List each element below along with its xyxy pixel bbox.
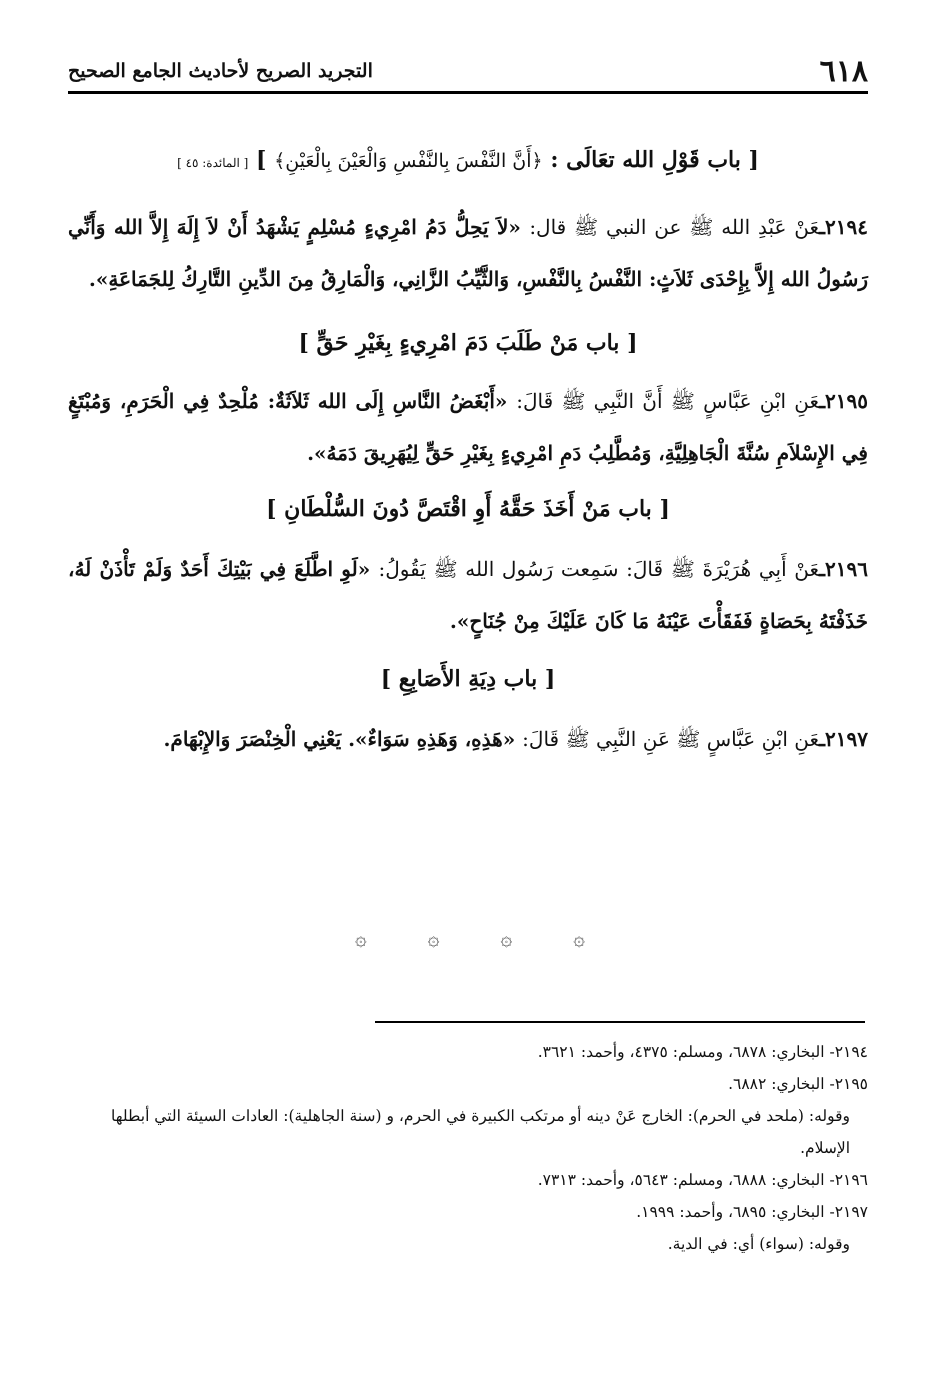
footnote: ٢١٩٤- البخاري: ٦٨٧٨، ومسلم: ٤٣٧٥، وأحمد: ٣٦٢١. xyxy=(537,1043,868,1061)
chapter-heading: [ باب مَنْ طَلَبَ دَمَ امْرِيءٍ بِغَيْرِ حَقٍّ ] xyxy=(298,330,638,356)
hadith-entry xyxy=(68,713,868,765)
main-text xyxy=(68,140,868,765)
footnote: ٢١٩٥- البخاري: ٦٨٨٢. xyxy=(728,1075,868,1093)
ornament-icon: ۞ xyxy=(500,926,513,950)
hadith-number: ٢١٩٤ـ xyxy=(819,215,868,239)
ornament-icon: ۞ xyxy=(355,926,367,950)
footnote-divider xyxy=(375,1021,865,1023)
page-header xyxy=(68,52,868,92)
footnote: ٢١٩٦- البخاري: ٦٨٨٨، ومسلم: ٥٦٤٣، وأحمد: ٧٣١٣. xyxy=(537,1171,868,1189)
footnotes xyxy=(68,1036,868,1260)
running-title: التجريد الصريح لأحاديث الجامع الصحيح xyxy=(68,60,373,82)
footnote: ٢١٩٧- البخاري: ٦٨٩٥، وأحمد: ١٩٩٩. xyxy=(636,1203,868,1221)
hadith-narrator: عَنْ عَبْدِ الله ﷺ عن النبي ﷺ قال: xyxy=(529,215,820,239)
hadith-text: «لَوِ اطَّلَعَ فِي بَيْتِكَ أَحَدٌ وَلَمْ تَأْذَنْ لَهُ، خَذَفْتَهُ بِحَصَاةٍ فَفَقَأْتَ عَيْنَهُ مَا كَانَ عَلَيْكَ مِنْ جُنَاحٍ». xyxy=(68,557,868,633)
hadith-entry xyxy=(68,201,868,305)
chapter-heading: [ باب دِيَةِ الأَصَابِعِ ] xyxy=(380,666,556,692)
chapter-heading-title: [ باب قَوْلِ الله تعَالَى : xyxy=(550,147,759,173)
ornament-icon: ۞ xyxy=(427,926,440,950)
page-number: ٦١٨ xyxy=(819,54,868,89)
hadith-text: «لاَ يَحِلُّ دَمُ امْرِيءٍ مُسْلِمٍ يَشْهَدُ أَنْ لاَ إِلَهَ إِلاَّ الله وَأَنِّي رَسُولُ الله إِلاَّ بِإِحْدَى ثَلاَثٍ: النَّفْسُ بِالنَّفْسِ، وَالثَّيِّبُ الزَّانِي، وَالْمَارِقُ مِنَ الدِّينِ التَّارِكُ لِلجَمَاعَةِ». xyxy=(68,215,868,291)
hadith-narrator: عَنْ أَبِي هُرَيْرَةَ ﷺ قَالَ: سَمِعت رَسُول الله ﷺ يَقُولُ: xyxy=(378,557,820,581)
hadith-number: ٢١٩٦ـ xyxy=(819,557,868,581)
header-divider xyxy=(68,91,868,94)
footnote-comment: وقوله: (سواء) أي: في الدية. xyxy=(667,1235,850,1253)
chapter-heading: [ باب مَنْ أَخَذَ حَقَّهُ أَوِ اقْتَصَّ دُونَ السُّلْطَانِ ] xyxy=(266,496,670,522)
hadith-number: ٢١٩٧ـ xyxy=(819,727,868,751)
ornament-icon: ۞ xyxy=(573,926,585,950)
hadith-text: «أَبْغَضُ النَّاسِ إِلَى الله ثَلاَثَةٌ: مُلْحِدٌ فِي الْحَرَمِ، وَمُبْتَغٍ فِي الإِسْلاَمِ سُنَّةَ الْجَاهِلِيَّةِ، وَمُطَّلِبُ دَمِ امْرِيءٍ بِغَيْرِ حَقٍّ لِيُهَرِيقَ دَمَهُ». xyxy=(68,389,868,465)
hadith-entry xyxy=(68,543,868,647)
footnote-comment: وقوله: (ملحد في الحرم): الخارج عَنْ دينه أو مرتكب الكبيرة في الحرم، و (سنة الجاهلية): العادات السيئة التي أبطلها الإسلام. xyxy=(111,1107,850,1157)
quran-verse: ﴿أَنَّ النَّفْسَ بِالنَّفْسِ وَالْعَيْنَ بِالْعَيْنِ﴾ xyxy=(274,150,543,172)
verse-reference: [ المائدة: ٤٥ ] xyxy=(177,156,249,170)
chapter-heading-close: ] xyxy=(256,147,267,173)
hadith-text: «هَذِهِ، وَهَذِهِ سَوَاءٌ». يَعْنِي الْخِنْصَرَ وَالإِبْهَامَ. xyxy=(163,727,516,751)
hadith-narrator: عَنِ ابْنِ عَبَّاسٍ ﷺ عَنِ النَّبِي ﷺ قَالَ: xyxy=(522,727,820,751)
hadith-narrator: عَنِ ابْنِ عَبَّاسٍ ﷺ أَنَّ النَّبِي ﷺ قَالَ: xyxy=(516,389,820,413)
section-end-ornaments xyxy=(355,926,585,950)
hadith-entry xyxy=(68,375,868,479)
chapter-heading xyxy=(68,140,868,183)
hadith-number: ٢١٩٥ـ xyxy=(819,389,869,413)
